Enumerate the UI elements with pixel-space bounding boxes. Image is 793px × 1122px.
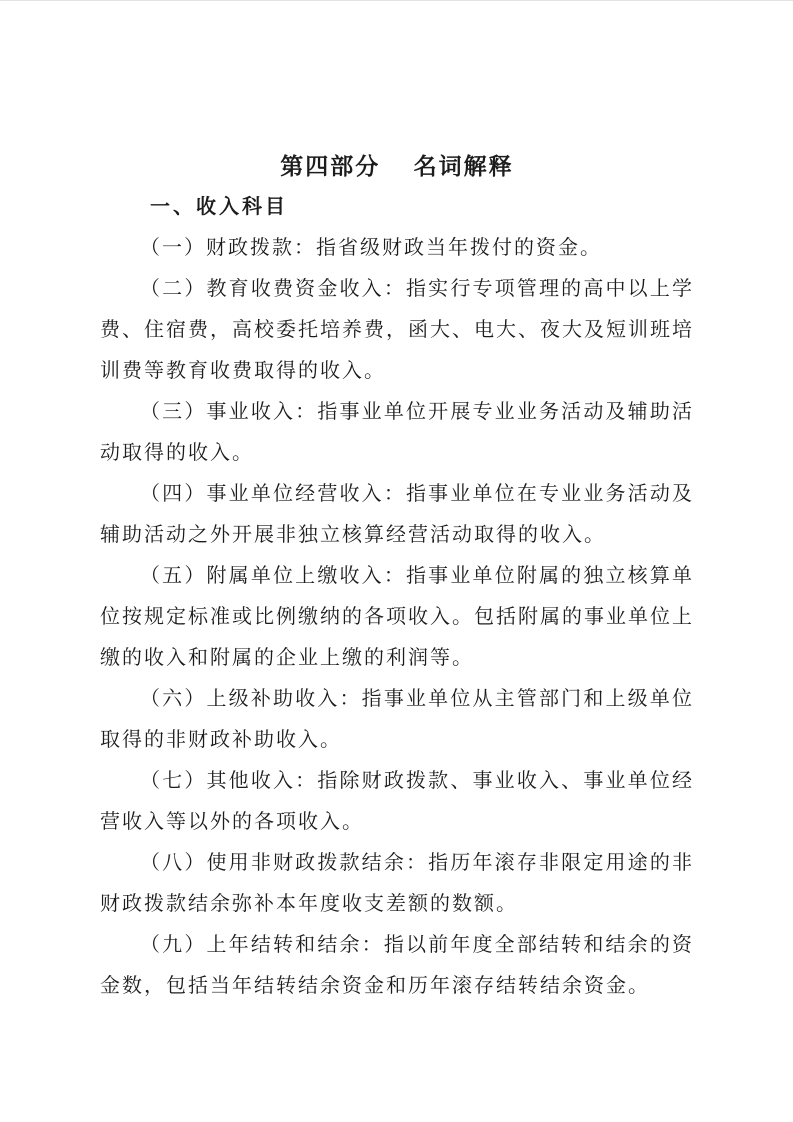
page-content <box>100 146 694 1007</box>
definition-paragraph-4: （四）事业单位经营收入：指事业单位在专业业务活动及辅助活动之外开展非独立核算经营活动取得的收入。 <box>100 483 694 546</box>
definition-paragraph-3: （三）事业收入：指事业单位开展专业业务活动及辅助活动取得的收入。 <box>100 401 694 464</box>
definition-paragraph-6: （六）上级补助收入：指事业单位从主管部门和上级单位取得的非财政补助收入。 <box>100 688 694 751</box>
definition-paragraph-7: （七）其他收入：指除财政拨款、事业收入、事业单位经营收入等以外的各项收入。 <box>100 770 694 833</box>
definition-paragraph-1: （一）财政拨款：指省级财政当年拨付的资金。 <box>140 237 602 259</box>
section-heading-income-items: 一、收入科目 <box>150 196 288 218</box>
definition-paragraph-8: （八）使用非财政拨款结余：指历年滚存非限定用途的非财政拨款结余弥补本年度收支差额的数额。 <box>100 852 694 915</box>
definition-paragraph-5: （五）附属单位上缴收入：指事业单位附属的独立核算单位按规定标准或比例缴纳的各项收入。包括附属的事业单位上缴的收入和附属的企业上缴的利润等。 <box>100 565 694 669</box>
definition-paragraph-9: （九）上年结转和结余：指以前年度全部结转和结余的资金数，包括当年结转结余资金和历年滚存结转结余资金。 <box>100 934 694 997</box>
document-title-text: 第四部分 名词解释 <box>280 153 514 179</box>
document-title <box>100 146 694 187</box>
definition-paragraph-2: （二）教育收费资金收入：指实行专项管理的高中以上学费、住宿费，高校委托培养费，函大、电大、夜大及短训班培训费等教育收费取得的收入。 <box>100 278 694 382</box>
